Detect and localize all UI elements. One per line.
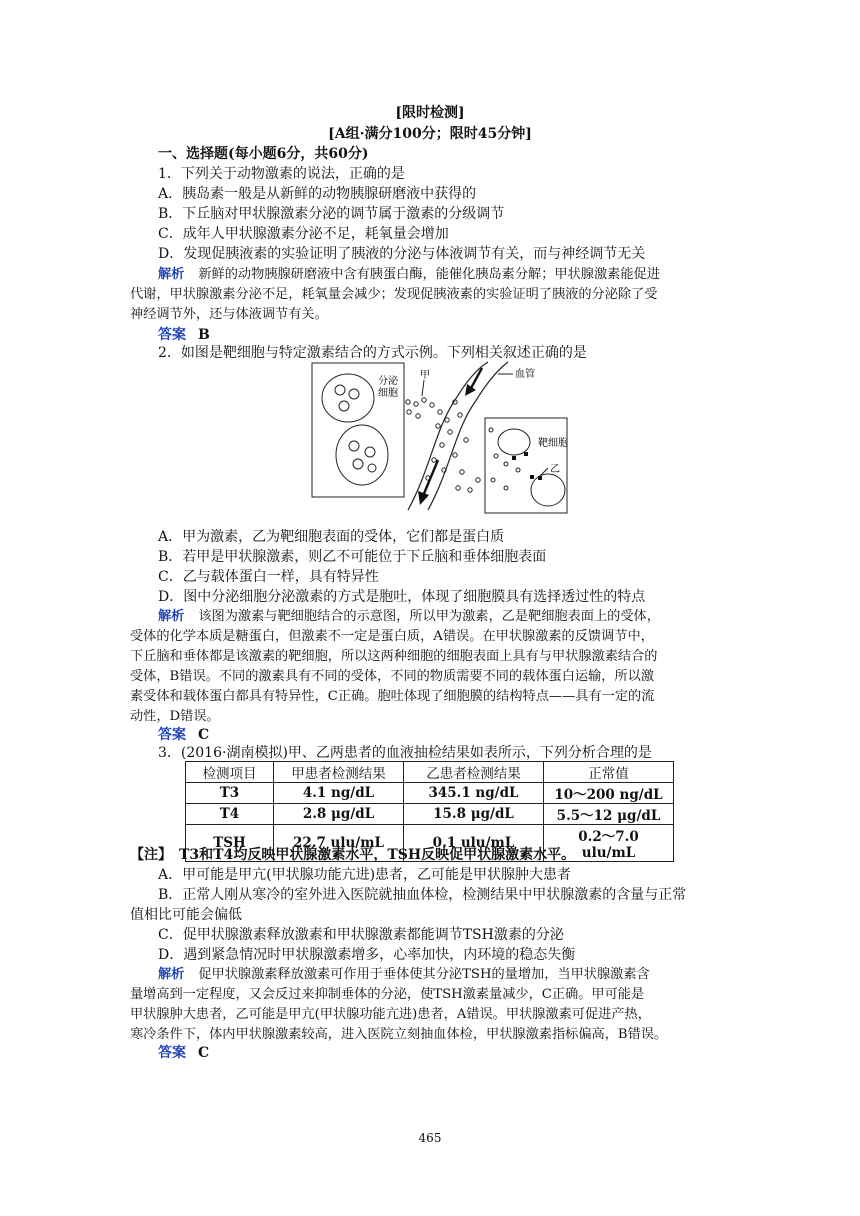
secretory-cell-label: 分泌 xyxy=(378,376,398,387)
q1-option-a: A．胰岛素一般是从新鲜的动物胰腺研磨液中获得的 xyxy=(158,186,477,202)
q3-explanation-line: 甲状腺肿大患者，乙可能是甲亢(甲状腺功能亢进)患者，A错误。甲状腺激素可促进产热， xyxy=(130,1007,651,1022)
granule xyxy=(335,385,345,395)
answer-label: 答案 xyxy=(158,327,186,343)
vesicle xyxy=(336,425,388,485)
flow-arrow-head xyxy=(465,384,476,396)
table-row xyxy=(186,804,674,825)
q3-option-b-cont: 值相比可能会偏低 xyxy=(130,907,242,923)
table-cell: 4.1 ng/dL xyxy=(274,783,404,804)
target-cell-label: 靶细胞 xyxy=(538,438,568,449)
leader-line xyxy=(422,380,424,396)
q1-explanation-line: 解析 新鲜的动物胰腺研磨液中含有胰蛋白酶，能催化胰岛素分解；甲状腺激素能促进 xyxy=(158,267,660,282)
target-cell xyxy=(498,429,530,455)
receptor-yi-label: 乙 xyxy=(550,464,560,475)
q3-option-c: C．促甲状腺激素释放激素和甲状腺激素都能调节TSH激素的分泌 xyxy=(158,927,564,943)
table-header-row xyxy=(186,762,674,783)
q1-option-b: B．下丘脑对甲状腺激素分泌的调节属于激素的分级调节 xyxy=(158,206,505,222)
table-header: 检测项目 xyxy=(186,762,274,783)
q1-option-c: C．成年人甲状腺激素分泌不足，耗氧量会增加 xyxy=(158,226,449,242)
table-cell: TSH xyxy=(186,825,274,862)
table-header: 甲患者检测结果 xyxy=(274,762,404,783)
explanation-label: 解析 xyxy=(158,609,185,624)
q2-answer: 答案 C xyxy=(158,727,210,743)
vessel-label: 血管 xyxy=(515,369,535,380)
table-cell: 5.5～12 μg/dL xyxy=(544,804,674,825)
hormone-jia-label: 甲 xyxy=(420,370,430,381)
table-cell: 15.8 μg/dL xyxy=(404,804,544,825)
page-number: 465 xyxy=(418,1131,442,1145)
secretory-cell-label: 细胞 xyxy=(378,388,398,399)
granule xyxy=(365,447,375,457)
table-cell: T3 xyxy=(186,783,274,804)
granule xyxy=(353,459,363,469)
granule xyxy=(349,441,359,451)
q1-explanation-line: 神经调节外，还与体液调节有关。 xyxy=(130,307,328,322)
q3-explanation-line: 寒冷条件下，体内甲状腺激素较高，进入医院立刻抽血体检，甲状腺激素指标偏高，B错误。 xyxy=(130,1027,668,1042)
target-cell xyxy=(531,474,565,506)
flow-arrow xyxy=(423,460,438,496)
table-cell: 2.8 μg/dL xyxy=(274,804,404,825)
q3-explanation-line: 量增高到一定程度，又会反过来抑制垂体的分泌，使TSH激素量减少，C正确。甲可能是 xyxy=(130,987,645,1002)
q1-option-d: D．发现促胰液素的实验证明了胰液的分泌与体液调节有关，而与神经调节无关 xyxy=(158,246,646,262)
q3-option-b: B．正常人刚从寒冷的室外进入医院就抽血体检，检测结果中甲状腺激素的含量与正常 xyxy=(158,887,687,903)
table-cell: 0.2～7.0 ulu/mL xyxy=(544,825,674,862)
q2-explanation-line: 素受体和载体蛋白都具有特异性，C正确。胞吐体现了细胞膜的结构特点——具有一定的流 xyxy=(130,689,655,704)
flow-arrow-head xyxy=(418,491,429,505)
granule xyxy=(339,401,349,411)
receptor xyxy=(530,475,534,479)
receptor xyxy=(538,476,542,480)
table-cell: 345.1 ng/dL xyxy=(404,783,544,804)
q3-explanation-line: 解析 促甲状腺激素释放激素可作用于垂体使其分泌TSH的量增加，当甲状腺激素含 xyxy=(158,967,650,982)
q3-note: 【注】 T3和T4均反映甲状腺激素水平，TSH反映促甲状腺激素水平。 xyxy=(130,847,576,863)
section-heading: 一、选择题(每小题6分，共60分) xyxy=(158,146,369,162)
q2-option-b: B．若甲是甲状腺激素，则乙不可能位于下丘脑和垂体细胞表面 xyxy=(158,549,547,565)
q3-option-d: D．遇到紧急情况时甲状腺激素增多，心率加快，内环境的稳态失衡 xyxy=(158,947,576,963)
vesicle xyxy=(322,374,374,422)
table-header: 乙患者检测结果 xyxy=(404,762,544,783)
answer-label: 答案 xyxy=(158,727,186,743)
table-cell: 22.7 ulu/mL xyxy=(274,825,404,862)
table-cell: T4 xyxy=(186,804,274,825)
table-header: 正常值 xyxy=(544,762,674,783)
section-subtitle: [A组·满分100分；限时45分钟] xyxy=(328,126,532,142)
receptor xyxy=(524,452,528,456)
q3-stem: 3．(2016·湖南模拟)甲、乙两患者的血液抽检结果如表所示，下列分析合理的是 xyxy=(158,745,652,761)
q2-explanation-line: 动性，D错误。 xyxy=(130,709,220,724)
table-cell: 0.1 ulu/mL xyxy=(404,825,544,862)
q2-stem: 2．如图是靶细胞与特定激素结合的方式示例。下列相关叙述正确的是 xyxy=(158,345,587,361)
granule xyxy=(368,464,376,472)
explanation-label: 解析 xyxy=(158,267,185,282)
answer-label: 答案 xyxy=(158,1045,186,1061)
explanation-label: 解析 xyxy=(158,967,185,982)
q1-answer: 答案 B xyxy=(158,327,210,343)
vessel-wall xyxy=(408,362,488,510)
q2-explanation-line: 解析 该图为激素与靶细胞结合的示意图，所以甲为激素，乙是靶细胞表面上的受体， xyxy=(158,609,660,624)
table-row xyxy=(186,783,674,804)
hormone-target-cell-diagram xyxy=(310,360,570,515)
q2-option-d: D．图中分泌细胞分泌激素的方式是胞吐，体现了细胞膜具有选择透过性的特点 xyxy=(158,589,646,605)
section-title: [限时检测] xyxy=(395,105,465,121)
q3-option-a: A．甲可能是甲亢(甲状腺功能亢进)患者，乙可能是甲状腺肿大患者 xyxy=(158,867,572,883)
q2-explanation-line: 受体，B错误。不同的激素具有不同的受体，不同的物质需要不同的载体蛋白运输，所以激 xyxy=(130,669,654,684)
vessel-wall xyxy=(428,362,508,510)
q1-stem: 1．下列关于动物激素的说法，正确的是 xyxy=(158,166,405,182)
q3-answer: 答案 C xyxy=(158,1045,210,1061)
granule xyxy=(349,389,359,399)
receptor xyxy=(512,456,516,460)
table-cell: 10～200 ng/dL xyxy=(544,783,674,804)
q2-option-c: C．乙与载体蛋白一样，具有特异性 xyxy=(158,569,379,585)
q1-explanation-line: 代谢，甲状腺激素分泌不足，耗氧量会减少；发现促胰液素的实验证明了胰液的分泌除了受 xyxy=(130,287,658,302)
q2-explanation-line: 下丘脑和垂体都是该激素的靶细胞，所以这两种细胞的细胞表面上具有与甲状腺激素结合的 xyxy=(130,649,658,664)
q2-option-a: A．甲为激素，乙为靶细胞表面的受体，它们都是蛋白质 xyxy=(158,529,505,545)
q2-explanation-line: 受体的化学本质是糖蛋白，但激素不一定是蛋白质，A错误。在甲状腺激素的反馈调节中， xyxy=(130,629,654,644)
